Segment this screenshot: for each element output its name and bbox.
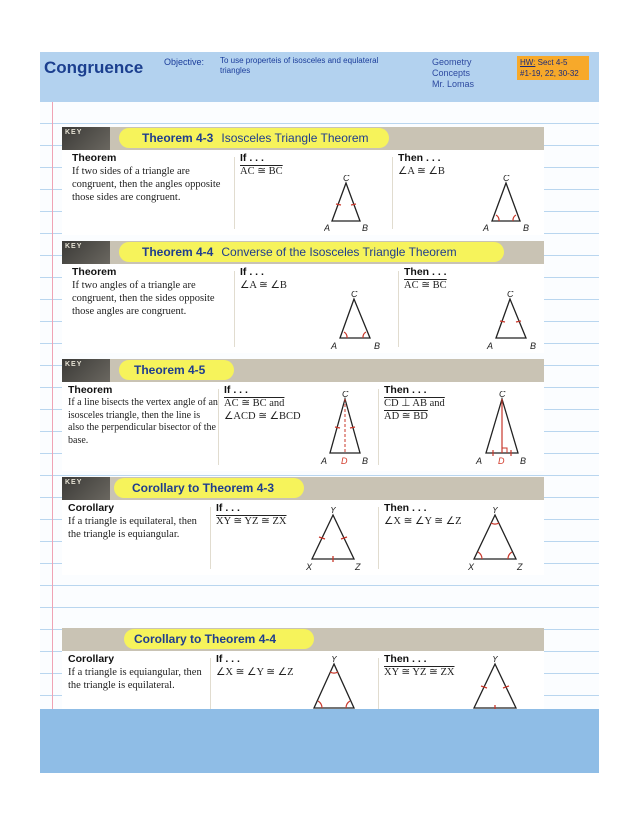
if-head: If . . . bbox=[216, 653, 240, 665]
triangle-diagram bbox=[482, 175, 538, 233]
key-tab-label: KEY bbox=[65, 361, 83, 368]
then-condition: ∠A ≅ ∠B bbox=[398, 166, 445, 177]
if-condition: AC ≅ BC bbox=[240, 166, 283, 177]
margin-line bbox=[52, 102, 53, 709]
course-line: Concepts bbox=[432, 68, 471, 78]
page-title: Congruence bbox=[44, 58, 144, 77]
statement-text: If a line bisects the vertex angle of an isosceles triangle, then the line is also the perpendicular bisector of the base. bbox=[68, 397, 218, 446]
if-head: If . . . bbox=[216, 502, 240, 514]
vertex-label: A bbox=[483, 223, 490, 233]
key-concept-tab bbox=[62, 359, 110, 382]
column-divider bbox=[218, 389, 219, 465]
column-divider bbox=[234, 271, 235, 347]
key-concept-tab bbox=[62, 127, 110, 150]
vertex-label: C bbox=[343, 175, 350, 183]
column-divider bbox=[398, 271, 399, 347]
statement-head: Theorem bbox=[72, 152, 117, 164]
vertex-label: C bbox=[507, 291, 514, 299]
statement-column bbox=[68, 382, 218, 471]
section-title: Theorem 4-5 bbox=[134, 363, 206, 377]
vertex-label: Y bbox=[492, 656, 499, 664]
key-tab-label: KEY bbox=[65, 243, 83, 250]
objective-label: Objective: bbox=[164, 57, 205, 67]
then-head: Then . . . bbox=[398, 152, 441, 164]
vertex-label: X bbox=[468, 562, 475, 572]
vertex-label: B bbox=[520, 456, 527, 466]
triangle-diagram: Y X Z bbox=[468, 656, 523, 721]
if-head: If . . . bbox=[240, 152, 264, 164]
vertex-label: B bbox=[362, 223, 369, 233]
hw-label: HW: bbox=[520, 58, 536, 67]
vertex-label: D bbox=[498, 456, 505, 466]
vertex-label: B bbox=[362, 456, 369, 466]
section-title: Theorem 4-3 Isosceles Triangle Theorem bbox=[142, 131, 369, 145]
statement-text: If two angles of a triangle are congruent, then the sides opposite those angles are congruent. bbox=[72, 280, 215, 317]
then-condition: AC ≅ BC bbox=[404, 280, 447, 291]
statement-text: If a triangle is equilateral, then the triangle is equiangular. bbox=[68, 516, 197, 540]
statement-column bbox=[68, 500, 210, 575]
if-condition: XY ≅ YZ ≅ ZX bbox=[216, 516, 287, 527]
then-condition: CD ⊥ AB and bbox=[384, 398, 445, 409]
objective-text: To use properteis of isosceles and equlateral triangles bbox=[220, 56, 379, 75]
then-condition: AD ≅ BD bbox=[384, 411, 428, 422]
vertex-label: B bbox=[530, 341, 537, 351]
vertex-label: C bbox=[351, 291, 358, 299]
vertex-label: A bbox=[487, 341, 494, 351]
vertex-label: Z bbox=[517, 562, 523, 572]
vertex-label: C bbox=[503, 175, 510, 183]
vertex-label: B bbox=[523, 223, 530, 233]
course-line: Mr. Lomas bbox=[432, 79, 475, 89]
section-title: Corollary to Theorem 4-3 bbox=[132, 481, 275, 495]
section-title: Theorem 4-4 Converse of the Isosceles Triangle Theorem bbox=[142, 245, 457, 259]
header-bar bbox=[40, 52, 599, 102]
statement-column bbox=[72, 150, 234, 235]
lined-paper bbox=[40, 102, 599, 721]
homework-box bbox=[517, 56, 589, 80]
vertex-label: A bbox=[331, 341, 338, 351]
statement-head: Corollary bbox=[68, 653, 115, 665]
statement-column bbox=[68, 651, 210, 709]
worksheet bbox=[40, 52, 599, 773]
triangle-diagram bbox=[318, 391, 372, 467]
if-condition: ∠X ≅ ∠Y ≅ ∠Z bbox=[216, 667, 294, 678]
then-head: Then . . . bbox=[384, 653, 427, 665]
then-head: Then . . . bbox=[404, 266, 447, 278]
vertex-label: Z bbox=[355, 562, 361, 572]
course-info bbox=[432, 57, 474, 90]
triangle-diagram bbox=[300, 507, 366, 573]
then-condition: ∠X ≅ ∠Y ≅ ∠Z bbox=[384, 516, 462, 527]
statement-text: If two sides of a triangle are congruent, then the angles opposite those sides are congruent. bbox=[72, 166, 221, 203]
statement-head: Theorem bbox=[72, 266, 117, 278]
hw-sect: Sect 4-5 bbox=[537, 58, 568, 67]
column-divider bbox=[378, 507, 379, 569]
theorem-4-5-section bbox=[62, 359, 544, 471]
hw-problems: #1-19, 22, 30-32 bbox=[520, 69, 579, 78]
column-divider bbox=[378, 389, 379, 465]
triangle-diagram bbox=[330, 291, 386, 351]
vertex-label: C bbox=[499, 391, 506, 399]
column-divider bbox=[210, 658, 211, 709]
vertex-label: Y bbox=[330, 507, 337, 515]
column-divider bbox=[234, 157, 235, 229]
theorem-4-3-section bbox=[62, 127, 544, 235]
vertex-label: A bbox=[321, 456, 328, 466]
column-divider bbox=[210, 507, 211, 569]
if-condition: ∠A ≅ ∠B bbox=[240, 280, 287, 291]
then-head: Then . . . bbox=[384, 502, 427, 514]
theorem-4-4-section bbox=[62, 241, 544, 353]
triangle-diagram bbox=[324, 175, 376, 233]
then-head: Then . . . bbox=[384, 384, 427, 396]
vertex-label: D bbox=[341, 456, 348, 466]
column-divider bbox=[392, 157, 393, 229]
statement-head: Corollary bbox=[68, 502, 115, 514]
then-condition: XY ≅ YZ ≅ ZX bbox=[384, 667, 455, 678]
corollary-4-3-section bbox=[62, 477, 544, 575]
vertex-label: A bbox=[324, 223, 331, 233]
key-tab-label: KEY bbox=[65, 129, 83, 136]
if-head: If . . . bbox=[240, 266, 264, 278]
vertex-label: B bbox=[374, 341, 381, 351]
course-line: Geometry bbox=[432, 57, 472, 67]
vertex-label: C bbox=[342, 391, 349, 399]
corollary-4-4-section bbox=[62, 628, 544, 721]
vertex-label: A bbox=[476, 456, 483, 466]
section-title: Corollary to Theorem 4-4 bbox=[134, 632, 277, 646]
statement-head: Theorem bbox=[68, 384, 113, 396]
triangle-diagram bbox=[472, 391, 532, 467]
vertex-label: Y bbox=[492, 507, 499, 515]
column-divider bbox=[378, 658, 379, 709]
triangle-diagram: Y X Z bbox=[308, 656, 361, 721]
key-concept-tab bbox=[62, 241, 110, 264]
if-condition: AC ≅ BC and bbox=[224, 398, 285, 409]
triangle-diagram bbox=[462, 507, 528, 573]
if-head: If . . . bbox=[224, 384, 248, 396]
statement-column bbox=[72, 264, 234, 353]
if-condition: ∠ACD ≅ ∠BCD bbox=[224, 411, 301, 422]
key-concept-tab bbox=[62, 477, 110, 500]
vertex-label: X bbox=[306, 562, 313, 572]
vertex-label: Y bbox=[331, 656, 338, 664]
statement-text: If a triangle is equiangular, then the triangle is equilateral. bbox=[68, 667, 202, 691]
triangle-diagram bbox=[486, 291, 542, 351]
key-tab-label: KEY bbox=[65, 479, 83, 486]
